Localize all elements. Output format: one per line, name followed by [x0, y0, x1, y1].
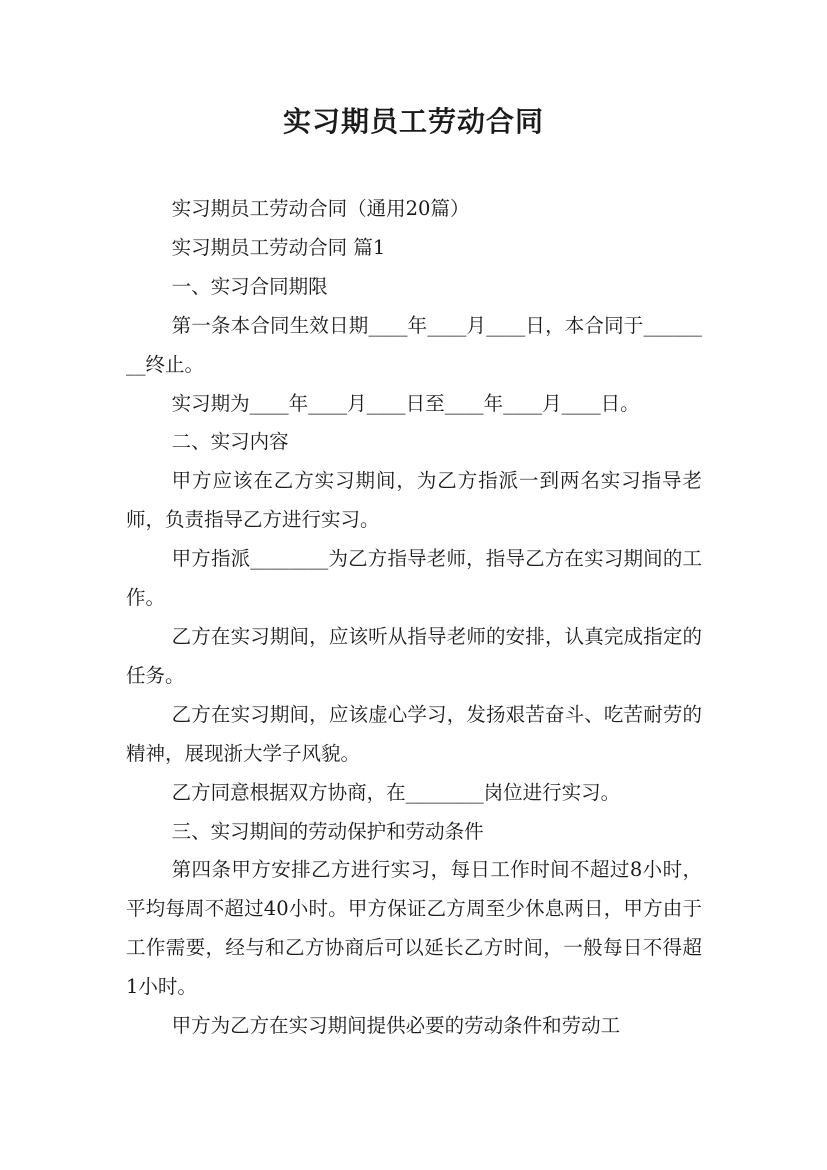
paragraph: 实习期员工劳动合同 篇1 [171, 235, 386, 259]
paragraph: 甲方应该在乙方实习期间，为乙方指派一到两名实习指导老师，负责指导乙方进行实习。 [126, 469, 702, 532]
paragraph: 乙方在实习期间，应该虚心学习，发扬艰苦奋斗、吃苦耐劳的精神，展现浙大学子风貌。 [126, 702, 702, 765]
paragraph: 实习期为____年____月____日至____年____月____日。 [171, 391, 640, 415]
paragraph: 甲方指派________为乙方指导老师，指导乙方在实习期间的工作。 [126, 547, 702, 610]
document-title: 实习期员工劳动合同 [282, 105, 544, 138]
paragraph: 乙方在实习期间，应该听从指导老师的安排，认真完成指定的任务。 [126, 624, 702, 687]
paragraph: 甲方为乙方在实习期间提供必要的劳动条件和劳动工 [171, 1014, 621, 1038]
paragraph: 乙方同意根据双方协商，在________岗位进行实习。 [171, 780, 621, 804]
paragraph: 第一条本合同生效日期____年____月____日，本合同于________终止。 [126, 313, 702, 376]
section-heading: 二、实习内容 [171, 430, 289, 454]
paragraph: 第四条甲方安排乙方进行实习，每日工作时间不超过8小时，平均每周不超过40小时。甲方保证乙方周至少休息两日，甲方由于工作需要，经与和乙方协商后可以延长乙方时间，一般每日不得超1小时。 [126, 858, 702, 999]
document-body [126, 190, 702, 1046]
section-heading: 一、实习合同期限 [171, 274, 328, 298]
section-heading: 三、实习期间的劳动保护和劳动条件 [171, 819, 484, 843]
paragraph: 实习期员工劳动合同（通用20篇） [171, 197, 470, 220]
